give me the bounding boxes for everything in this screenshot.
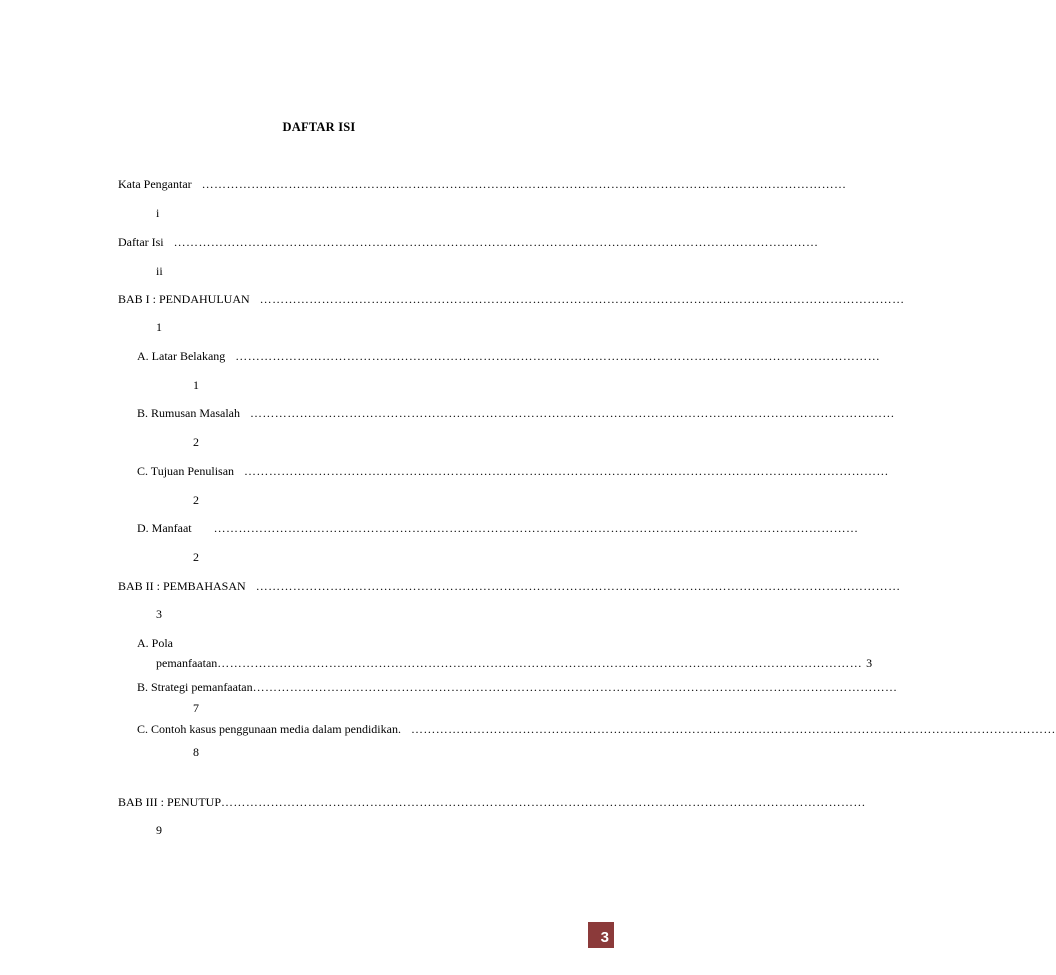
dot-leader: ………………………………………………………………………………………………………………………………………… xyxy=(217,656,863,670)
toc-page-number: 9 xyxy=(156,823,162,837)
toc-entry-daftar-isi[interactable] xyxy=(118,235,819,249)
toc-label: A. Latar Belakang xyxy=(137,349,226,363)
toc-label: Kata Pengantar xyxy=(118,177,192,191)
toc-entry-bab-2[interactable] xyxy=(118,579,901,593)
dot-leader: ………………………………………………………………………………………………………………………………………… xyxy=(201,177,847,191)
toc-label: B. Strategi pemanfaatan xyxy=(137,680,253,694)
dot-leader: ………………………………………………………………………………………………………………………………………… xyxy=(213,521,859,535)
toc-entry-kata-pengantar[interactable] xyxy=(118,177,847,191)
dot-leader: ………………………………………………………………………………………………………………………………………… xyxy=(410,722,1056,736)
dot-leader: ………………………………………………………………………………………………………………………………………… xyxy=(173,235,819,249)
toc-entry-bab-3[interactable] xyxy=(118,795,866,809)
toc-entry-rumusan-masalah[interactable] xyxy=(137,406,895,420)
toc-entry-contoh-kasus[interactable] xyxy=(137,722,1056,736)
toc-entry-manfaat[interactable] xyxy=(137,521,859,535)
toc-label: C. Contoh kasus penggunaan media dalam pendidikan. xyxy=(137,722,401,736)
dot-leader: ………………………………………………………………………………………………………………………………………… xyxy=(250,406,895,420)
toc-label: Daftar Isi xyxy=(118,235,164,249)
toc-label: BAB III : PENUTUP xyxy=(118,795,222,809)
page-title: DAFTAR ISI xyxy=(282,120,356,134)
toc-label: BAB II : PEMBAHASAN xyxy=(118,579,246,593)
toc-page-number: 2 xyxy=(193,493,199,507)
toc-page-number: 2 xyxy=(193,435,199,449)
dot-leader: ………………………………………………………………………………………………………………………………………… xyxy=(244,464,889,478)
toc-entry-latar-belakang[interactable] xyxy=(137,349,881,363)
toc-page-number: i xyxy=(156,206,160,220)
toc-page-number: 3 xyxy=(866,656,873,670)
toc-page-number: 7 xyxy=(193,701,199,715)
toc-label: BAB I : PENDAHULUAN xyxy=(118,292,250,306)
toc-entry-strategi-pemanfaatan[interactable] xyxy=(137,680,898,694)
toc-label: B. Rumusan Masalah xyxy=(137,406,240,420)
toc-label: D. Manfaat xyxy=(137,521,192,535)
toc-label: C. Tujuan Penulisan xyxy=(137,464,235,478)
toc-page-number: 1 xyxy=(156,320,162,334)
toc-entry-pola-label[interactable]: A. Pola xyxy=(137,636,173,650)
toc-page-number: 3 xyxy=(156,607,162,621)
dot-leader: ………………………………………………………………………………………………………………………………………… xyxy=(235,349,881,363)
toc-page-number: 8 xyxy=(193,745,199,759)
page-number-badge: 3 xyxy=(588,922,614,948)
dot-leader: ………………………………………………………………………………………………………………………………………… xyxy=(252,680,898,694)
dot-leader: ………………………………………………………………………………………………………………………………………… xyxy=(221,795,866,809)
toc-entry-tujuan-penulisan[interactable] xyxy=(137,464,889,478)
dot-leader: ………………………………………………………………………………………………………………………………………… xyxy=(255,579,901,593)
toc-entry-pola-pemanfaatan[interactable] xyxy=(156,656,873,670)
toc-page-number: 2 xyxy=(193,550,199,564)
toc-entry-bab-1[interactable] xyxy=(118,292,905,306)
toc-page-number: 1 xyxy=(193,378,199,392)
toc-page-number: ii xyxy=(156,264,163,278)
toc-label: pemanfaatan xyxy=(156,656,218,670)
dot-leader: ………………………………………………………………………………………………………………………………………… xyxy=(259,292,905,306)
